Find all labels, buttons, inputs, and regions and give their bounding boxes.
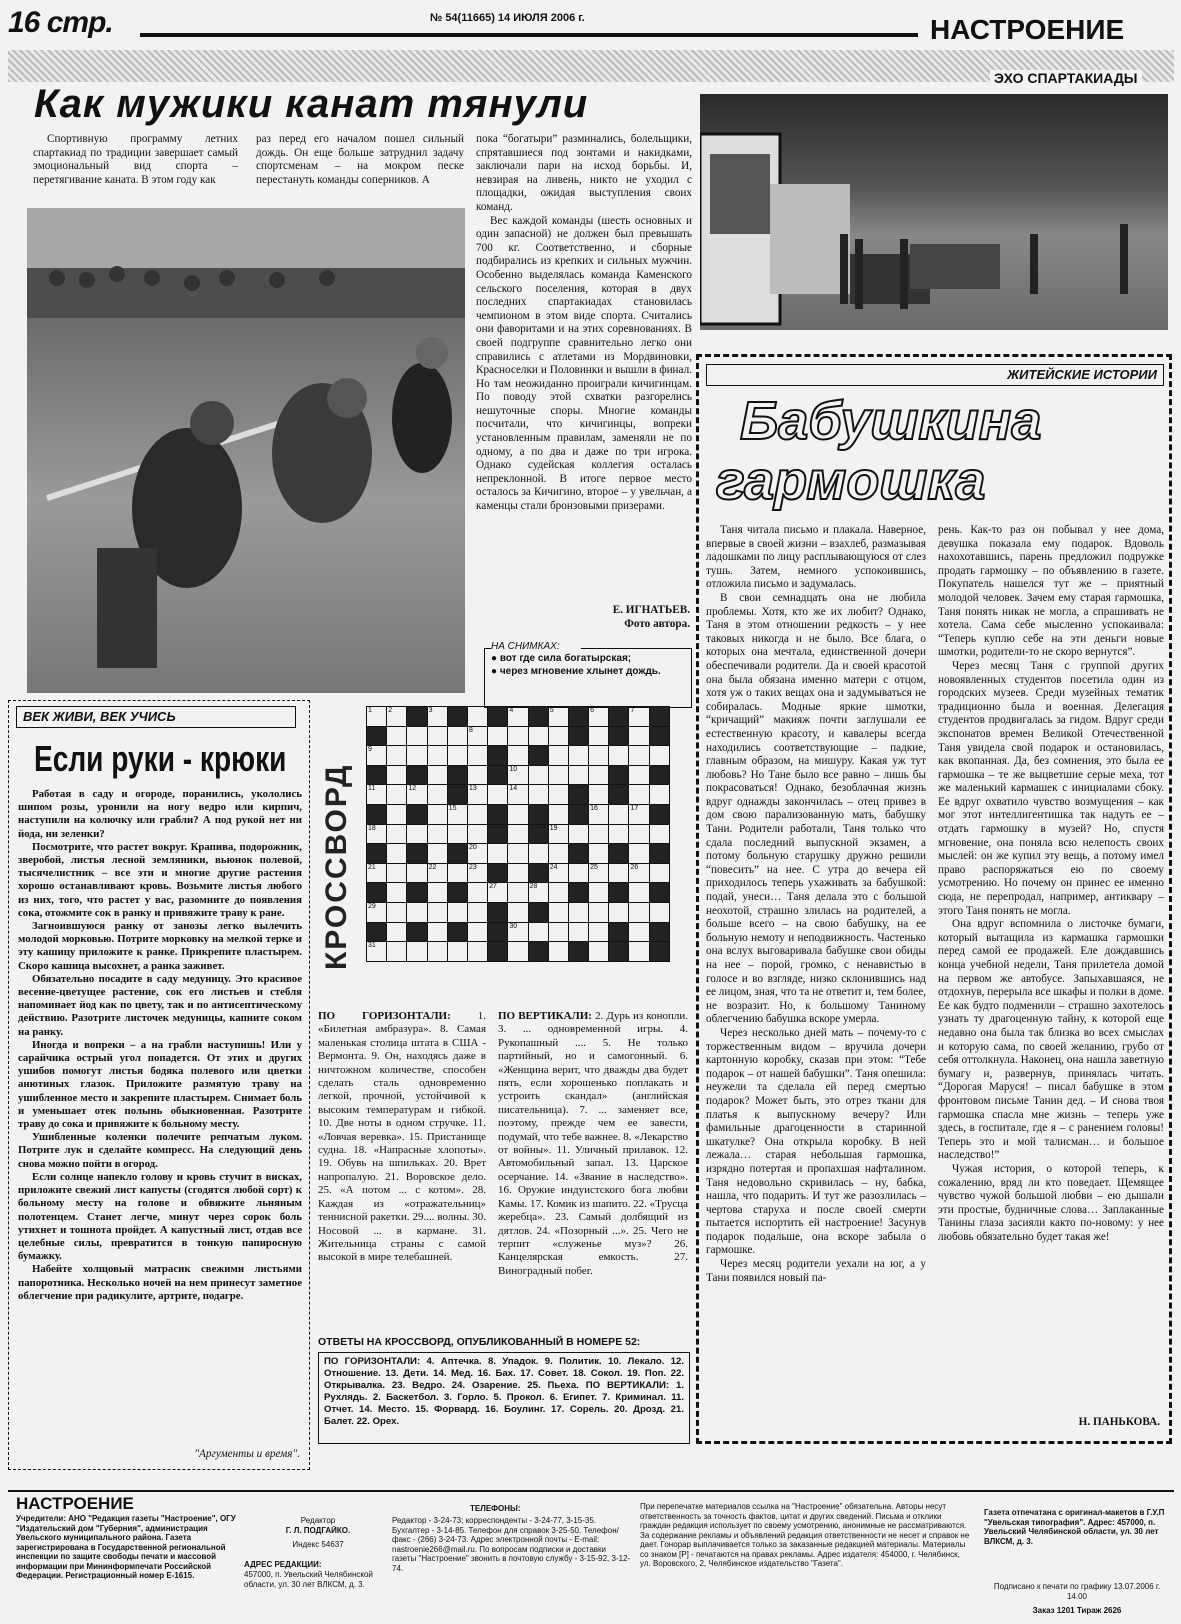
- article1-author-note: Фото автора.: [624, 618, 690, 630]
- cell-black: [528, 942, 548, 962]
- cell[interactable]: [427, 765, 447, 785]
- cell[interactable]: [629, 785, 649, 805]
- cell-black: [528, 824, 548, 844]
- cell[interactable]: [427, 785, 447, 805]
- cell[interactable]: [589, 844, 609, 864]
- cell-black: [488, 922, 508, 942]
- cell[interactable]: [467, 902, 487, 922]
- cell[interactable]: [568, 902, 588, 922]
- footer-index: Индекс 54637: [292, 1540, 344, 1549]
- article3-rubric: ЖИТЕЙСКИЕ ИСТОРИИ: [706, 364, 1164, 386]
- cell-black: [568, 707, 588, 727]
- cell-black: [447, 765, 467, 785]
- cell[interactable]: [467, 942, 487, 962]
- cell-black: [367, 883, 387, 903]
- cell[interactable]: [447, 863, 467, 883]
- cell-black: [528, 863, 548, 883]
- cell[interactable]: [407, 824, 427, 844]
- cell[interactable]: [629, 902, 649, 922]
- cell[interactable]: [589, 824, 609, 844]
- cell-black: [568, 785, 588, 805]
- cell[interactable]: [548, 902, 568, 922]
- caption-item: ● вот где сила богатырская;: [491, 653, 632, 664]
- cell[interactable]: [548, 765, 568, 785]
- cell[interactable]: [467, 765, 487, 785]
- cell[interactable]: 10: [508, 765, 528, 785]
- cell-black: [609, 922, 629, 942]
- article2-rubric: ВЕК ЖИВИ, ВЕК УЧИСЬ: [16, 706, 296, 728]
- footer-logo: НАСТРОЕНИЕ: [16, 1494, 134, 1513]
- cell-black: [488, 863, 508, 883]
- cell[interactable]: [589, 785, 609, 805]
- cell[interactable]: [508, 863, 528, 883]
- cell-black: [609, 707, 629, 727]
- header-rule: [140, 33, 918, 37]
- cell[interactable]: 13: [467, 785, 487, 805]
- cell[interactable]: [508, 824, 528, 844]
- cell[interactable]: [609, 902, 629, 922]
- cell[interactable]: [488, 726, 508, 746]
- crossword-label: КРОССВОРД: [320, 763, 353, 970]
- cell[interactable]: [427, 746, 447, 766]
- cell[interactable]: [589, 902, 609, 922]
- cell[interactable]: [447, 824, 467, 844]
- cell[interactable]: [649, 746, 669, 766]
- cell[interactable]: 26: [629, 863, 649, 883]
- cell[interactable]: 23: [467, 863, 487, 883]
- cell[interactable]: [629, 883, 649, 903]
- cell[interactable]: 6: [589, 707, 609, 727]
- clues-right: ПО ВЕРТИКАЛИ: 2. Дурь из конопли. 3. ... одновременной игры. 4. Рукопашный .... 5. Не только партийный, но и самогонный. 6. «Женщина верит, что дважды два будет пять, если хорошенько поплакать и устроить скандал» (английская писательница). 7. ... заменяет все, поэтому, прежде чем ее завести, подумай, что тебе важнее. 8. «Лекарство от войны». 11. Уличный прилавок. 12. Автомобильный запал. 13. Царское осерчание. 14. «Звание в наследство». 16. Оружие индуистского бога любви Камы. 17. Комик из шапито. 22. «Трусца жеребца». 23. Самый долбящий из дятлов. 24. «Позорный ...». 25. Чего не терпит «служенье муз»? 26. Канцелярская емкость. 27. Виноградный побег.: [498, 1010, 688, 1277]
- cell[interactable]: 31: [367, 942, 387, 962]
- cell[interactable]: 3: [427, 707, 447, 727]
- issue-info: № 54(11665) 14 ИЮЛЯ 2006 г.: [430, 12, 585, 24]
- cell[interactable]: 2: [387, 707, 407, 727]
- cell-black: [447, 707, 467, 727]
- footer-rule: [8, 1490, 1174, 1492]
- article1-col2: раз перед его началом пошел сильный дождь. Он еще больше затруднил задачу спортсменам – на мокром песке перестануть команды соперников. А: [256, 133, 464, 186]
- footer-editor: Г. Л. ПОДГАЙКО.: [285, 1526, 351, 1535]
- cell[interactable]: [589, 883, 609, 903]
- cell-black: [488, 765, 508, 785]
- footer-order: Заказ 1201 Тираж 2626: [1032, 1606, 1122, 1615]
- cell-black: [488, 746, 508, 766]
- cell[interactable]: [447, 942, 467, 962]
- cell[interactable]: [589, 765, 609, 785]
- cell[interactable]: 29: [367, 902, 387, 922]
- cell-black: [528, 804, 548, 824]
- cell[interactable]: 21: [367, 863, 387, 883]
- cell-black: [649, 922, 669, 942]
- cell-black: [649, 844, 669, 864]
- cell-black: [367, 922, 387, 942]
- cell[interactable]: 19: [548, 824, 568, 844]
- cell[interactable]: [589, 726, 609, 746]
- cell-black: [609, 883, 629, 903]
- footer-founders: Учредители: АНО "Редакция газеты "Настроение", ОГУ "Издательский дом "Губерния", администрация Увельского муниципального района. Газета зарегистрирована в Государственной региональной инспекции по защите свободы печати и массовой информации при Мининформпечати Российской Федерации. Регистрационный номер Е-1615.: [16, 1514, 236, 1580]
- footer-print: Газета отпечатана с оригинал-макетов в Г.У.П "Увельская типография". Адрес: 457000, п. Увельский Челябинской области, ул. 30 лет ВЛКСМ, д. 3.: [984, 1508, 1165, 1546]
- cell-black: [609, 726, 629, 746]
- cell[interactable]: [387, 922, 407, 942]
- cell-black: [407, 804, 427, 824]
- footer-signed: Подписано к печати по графику 13.07.2006 г. 14.00: [993, 1582, 1161, 1601]
- cell[interactable]: [548, 844, 568, 864]
- cell[interactable]: [528, 726, 548, 746]
- cell[interactable]: [649, 863, 669, 883]
- article3-title-line2: гармошка: [716, 451, 986, 511]
- caption-item: ● через мгновение хлынет дождь.: [491, 666, 661, 677]
- cell-black: [649, 707, 669, 727]
- article2-source: "Аргументы и время".: [194, 1448, 300, 1460]
- footer-editor-label: Редактор: [300, 1516, 336, 1525]
- cell[interactable]: 9: [367, 746, 387, 766]
- cell-black: [609, 785, 629, 805]
- cell[interactable]: [407, 863, 427, 883]
- cell[interactable]: [508, 844, 528, 864]
- cell[interactable]: [427, 942, 447, 962]
- cell-black: [407, 844, 427, 864]
- cell[interactable]: [467, 824, 487, 844]
- cell[interactable]: [407, 726, 427, 746]
- cell[interactable]: 11: [367, 785, 387, 805]
- cell-black: [488, 707, 508, 727]
- cell[interactable]: [629, 746, 649, 766]
- cell[interactable]: [629, 765, 649, 785]
- cell[interactable]: [548, 785, 568, 805]
- rubric-echo: ЭХО СПАРТАКИАДЫ: [990, 70, 1142, 86]
- cell-black: [568, 726, 588, 746]
- cell-black: [488, 942, 508, 962]
- cell[interactable]: [387, 942, 407, 962]
- cell[interactable]: [609, 863, 629, 883]
- photo-rain: [700, 94, 1168, 330]
- cell[interactable]: [427, 883, 447, 903]
- cell[interactable]: [589, 922, 609, 942]
- cell[interactable]: 17: [629, 804, 649, 824]
- article1-col1: Спортивную программу летних спартакиад по традиции завершает самый эмоциональный вид спорта – перетягивание каната. В этом году как: [33, 133, 238, 186]
- cell-black: [609, 942, 629, 962]
- cell[interactable]: [387, 726, 407, 746]
- cell-black: [488, 804, 508, 824]
- cell-black: [407, 765, 427, 785]
- cell[interactable]: 27: [488, 883, 508, 903]
- cell[interactable]: [629, 942, 649, 962]
- cell[interactable]: [629, 844, 649, 864]
- article2-body: Работая в саду и огороде, поранились, укололись шипом розы, уронили на ногу ведро или кирпич, наступили на колючку или грабли? А под рукой нет ни йода, ни зеленки? Посмотрите, что растет вокруг. Крапива, подорожник, зверобой, листья лесной земляники, вьюнок полевой, тысячелистник – все эти и многие другие растения хорошо останавливают кровь. Возьмите листья любого из них, того, что растет у вас, разомните до появления сока, отожмите сок в ранку и привяжите траву к ране. Загноившуюся ранку от занозы легко вылечить молодой морковью. Потрите морковку на мелкой терке и эту кашицу приложите к ранке. Прикрепите пластырем. Скоро кашица высохнет, а ранка заживет. Обязательно посадите в саду медуницу. Это красивое весенне-цветущее растение, сок его листьев и стебля напоминает йод как по цвету, так и по антисептическому действию. Разотрите листочек медуницы, капните соком на ранку. Иногда и вопреки – а на грабли наступишь! Или у сарайчика острый угол попадется. От этих и других ушибов помогут листья бодяка полевого или цветки анютиных глазок. Приложите размятую траву на ушибленное место и закрепите пластырем. Снимает боль и уменьшает отек полынь обыкновенная. Разотрите траву до сока и привяжите к больному месту. Ушибленные коленки полечите репчатым луком. Потрите лук и сделайте компресс. На следующий день снова можно пойти в огород. Если солнце напекло голову и кровь стучит в висках, приложите свежий лист капусты (сгодятся любой сорт) к больному месту на голове и обвяжите льняным полотенцем. Станет легче, минут через сорок боль утихнет и тошнота пройдет. А капустный лист, отдав все целебные силы, превратится в тонкую папиросную бумажку. Набейте холщовый матрасик свежими листьями папоротника. Несколько ночей на нем принесут заметное облегчение при радикулите, артрите, подагре.: [18, 788, 302, 1302]
- cell-black: [649, 942, 669, 962]
- cell-black: [367, 844, 387, 864]
- cell[interactable]: [568, 824, 588, 844]
- cell-black: [488, 824, 508, 844]
- cell[interactable]: 22: [427, 863, 447, 883]
- cell[interactable]: [467, 707, 487, 727]
- article2-title: Если руки - крюки: [34, 738, 287, 779]
- captions-box: НА СНИМКАХ: ● вот где сила богатырская; ● через мгновение хлынет дождь.: [484, 648, 692, 708]
- cell[interactable]: 28: [528, 883, 548, 903]
- cell-black: [568, 883, 588, 903]
- crossword-grid[interactable]: [366, 706, 670, 962]
- cell[interactable]: [427, 902, 447, 922]
- cell[interactable]: [427, 922, 447, 942]
- cell[interactable]: 12: [407, 785, 427, 805]
- cell[interactable]: [548, 883, 568, 903]
- cell[interactable]: [427, 804, 447, 824]
- cell[interactable]: [528, 765, 548, 785]
- cell[interactable]: [387, 883, 407, 903]
- cell[interactable]: [589, 942, 609, 962]
- cell-black: [528, 902, 548, 922]
- footer-addr: 457000, п. Увельский Челябинской области, ул. 30 лет ВЛКСМ, д. 3.: [244, 1570, 373, 1589]
- cell[interactable]: [508, 726, 528, 746]
- answers-title: ОТВЕТЫ НА КРОССВОРД, ОПУБЛИКОВАННЫЙ В НОМЕРЕ 52:: [318, 1336, 641, 1348]
- cell[interactable]: 16: [589, 804, 609, 824]
- article-title: Как мужики канат тянули: [34, 82, 589, 126]
- cell-black: [609, 844, 629, 864]
- cell[interactable]: [407, 902, 427, 922]
- cell[interactable]: [387, 765, 407, 785]
- cell[interactable]: [568, 922, 588, 942]
- cell-black: [447, 922, 467, 942]
- cell[interactable]: [387, 785, 407, 805]
- cell[interactable]: 14: [508, 785, 528, 805]
- cell[interactable]: [387, 844, 407, 864]
- cell[interactable]: [387, 804, 407, 824]
- cell-black: [609, 765, 629, 785]
- photo-tug-of-war: [27, 208, 465, 693]
- cell-black: [367, 765, 387, 785]
- cell[interactable]: [488, 785, 508, 805]
- cell[interactable]: [387, 902, 407, 922]
- article3-col2: рень. Как-то раз он побывал у нее дома, девушка показала ему подарок. Вдоволь нахохотавшись, парень предложил подружке продать гармошку – по объявлению в газете. Покупатель нашелся тут же – приятный молодой человек. Зачем ему старая гармошка, Таня понять никак не могла, а спрашивать не хотела. Сама себе мысленно успокаивала: “Теперь куплю себе на эти деньги новые шмотки, родители-то не скоро вернутся”. Через месяц Таня с группой других новоявленных студентов посетила один из городских музеев. Среди музейных тематик традиционно была и военная. Делегация студентов продвигалась за гидом. Вдруг среди экспонатов времен Великой Отечественной Таня увидела свой подарок и остановилась, как вкопанная. Да, без сомнения, это была ее гармошка – те же выцветшие серые меха, тот же маленький кармашек с инициалами сбоку. Ее вдруг охватило чувство возмущения – как мог этот интеллигентишка так надуть ее – отдать гармошку в музей? Но, спустя мгновение, она поняла всю нелепость своих мыслей: он же купил эту вещь, а потому имел право распоряжаться ею по своему усмотрению. Но почему он принес ее именно сюда, не перепродал, например, антиквару – этого Таня понять не могла. Она вдруг вспомнила о листочке бумаги, который вытащила из кармашка гармошки перед самой ее продажей. Еле дождавшись конца учебной недели, Таня прилетела домой на первом же автобусе. Запыхавшаяся, не отдохнув, перерыла все шкафы и полки в доме. Ее как будто подменили – страшно захотелось узнать ту драгоценную тайну, к которой еще недавно она была так близка во всех смыслах и которую сама, по своей желанию, грубо от себя оттолкнула. Наконец, она нашла заветную бумагу и, развернув, принялась читать. “Дорогая Маруся! – писал бабушке в этом фронтовом письме Танин дед. – И снова твоя гармошка спасла мне жизнь – теперь уже здесь, в госпитале, где я – с ранением головы! Теперь это и мой талисман… и большое наследство!” Чужая история, о которой теперь, к сожалению, вряд ли кто поведает. Щемящее чувство чужой большой любви – ею дышали эти простые, будничные слова… Заплаканные Танины глаза засияли както по-новому: у нее любовь обязательно будет такая же!: [938, 524, 1164, 1243]
- cell-black: [367, 804, 387, 824]
- cell[interactable]: 24: [548, 863, 568, 883]
- cell[interactable]: [568, 863, 588, 883]
- cell[interactable]: [407, 942, 427, 962]
- cell[interactable]: 20: [467, 844, 487, 864]
- cell-black: [447, 785, 467, 805]
- cell-black: [528, 707, 548, 727]
- clues-left: ПО ГОРИЗОНТАЛИ: 1. «Билетная амбразура». 8. Самая маленькая столица штата в США - Вермонта. 9. Он, находясь даже в ничтожном количестве, способен сделать сталь одновременно легкой, прочной, устойчивой к высоким температурам и гибкой. 10. Две ноты в одном стручке. 11. «Ловчая веревка». 15. Пристанище судна. 18. «Напрасные хлопоты». 19. Обувь на шпильках. 20. Врет напропалую. 21. Воровское дело. 25. «А потом ... с котом». 28. Каждая из «отражательниц» теннисной ракетки. 29.... волны. 30. Носовой ... в кармане. 31. Жительница страны с самой высокой в мире телебашней.: [318, 1010, 486, 1264]
- cell[interactable]: [447, 746, 467, 766]
- cell-black: [367, 726, 387, 746]
- crossword-table[interactable]: [366, 706, 670, 962]
- cell[interactable]: [528, 922, 548, 942]
- cell[interactable]: 18: [367, 824, 387, 844]
- footer-phones: Редактор - 3-24-73; корреспонденты - 3-24-77, 3-15-35. Бухгалтер - 3-14-85. Телефон для справок 3-25-50. Телефон/факс - (266) 3-24-73. Адрес электронной почты - E-mail: nastroenie266@mail.ru. По вопросам подписки и доставки газеты "Настроение" звонить в почтовую службу - 3-15-92, 3-12-74.: [392, 1516, 631, 1573]
- cell[interactable]: [649, 902, 669, 922]
- cell[interactable]: [568, 746, 588, 766]
- cell[interactable]: 5: [548, 707, 568, 727]
- cell[interactable]: [427, 844, 447, 864]
- cell[interactable]: [488, 844, 508, 864]
- answers-box: ПО ГОРИЗОНТАЛИ: 4. Аптечка. 8. Упадок. 9. Политик. 10. Лекало. 12. Отношение. 13. Дети. 14. Мед. 16. Бах. 17. Совет. 18. Сокол. 19. Поп. 22. Открывалка. 23. Ведро. 24. Озарение. 25. Пьеха. ПО ВЕРТИКАЛИ: 1. Рухлядь. 2. Баскетбол. 3. Горло. 5. Прокол. 6. Египет. 7. Криминал. 11. Отчет. 14. Место. 15. Форвард. 16. Боулинг. 17. Сорель. 20. Дрозд. 21. Балет. 22. Орех.: [318, 1352, 690, 1444]
- cell-black: [447, 883, 467, 903]
- footer-phones-label: ТЕЛЕФОНЫ:: [470, 1504, 521, 1513]
- cell[interactable]: [568, 765, 588, 785]
- cell[interactable]: [467, 746, 487, 766]
- cell[interactable]: [649, 824, 669, 844]
- cell-black: [407, 707, 427, 727]
- cell[interactable]: 30: [508, 922, 528, 942]
- cell-black: [407, 922, 427, 942]
- cell[interactable]: [467, 922, 487, 942]
- cell[interactable]: 4: [508, 707, 528, 727]
- cell-black: [649, 883, 669, 903]
- cell[interactable]: [609, 804, 629, 824]
- cell-black: [447, 844, 467, 864]
- footer-addr-label: АДРЕС РЕДАКЦИИ:: [244, 1560, 322, 1569]
- cell[interactable]: [589, 746, 609, 766]
- cell[interactable]: [467, 804, 487, 824]
- cell[interactable]: [548, 746, 568, 766]
- section-name: НАСТРОЕНИЕ: [930, 14, 1125, 45]
- cell[interactable]: [629, 824, 649, 844]
- article3-col1: Таня читала письмо и плакала. Наверное, впервые в своей жизни – взахлеб, размазывая ладошками по лицу расплывающуюся от слез тушь. Затем, немного успокоившись, отложила письмо и задумалась. В свои семнадцать она не любила проблемы. Хотя, кто же их любит? Однако, Таня в этом отношении редкость – у нее таковых никогда и не было. Все блага, о которых она мечтала, единственной дочери обеспечивали родители. Да и своей красотой она была обязана именно матери с отцом, хотя уж о таких вещах она и задумываться не собиралась. Модные яркие шмотки, “кричащий” макияж почти заглушали ее естественную красоту, и кавалеры всегда находились соответствующие – падкие, главным образом, на мишуру. Какая уж тут любовь? Но Тане было все равно – лишь бы покрасоваться! Однако, безоблачная жизнь вдруг однажды закончилась – отец привез в дом свою парализованную мать, бабушку Тани. Родители работали, Таня только что сдала последний выпускной экзамен, а потому больную старушку дружно решили “повесить” на нее. С утра до вечера ей приходилось теперь ухаживать за бабушкой: подай, унеси… Таня делала это с большой неохотой, страшно злилась на родителей, а больше всего – на свою бабушку, на ее больную немоту и неподвижность. Частенько она вслух выговаривала бабушке свои обиды на нее – порой, громко, с ненавистью в голосе и во взгляде, низко склонившись над ее лицом, зная, что та не ответит и, тем более, не возразит. Но, к большому Таниному облегчению бабушка вскоре умерла. Через несколько дней мать – почему-то с торжественным видом – вручила дочери картонную коробку, сказав при этом: “Тебе подарок – от нашей бабушки”. Таня опешила: неужели та сделала ей перед смертью подарок? Может быть, это отрез ткани для платья к выпускному вечеру? Или фамильные драгоценности в старинной шкатулке? Она открыла коробку. В ней лежала… старая небольшая гармошка, изрядно потертая и пропахшая нафталином. Таня недовольно скривилась – ну, бабка, нашла, что подарить. И тут же разозлилась – чертова старуха и после своей смерти пытается испортить ей настроение! Засунув подарок подальше, она вскоре забыла о гармошке. Через месяц родители уехали на юг, а у Тани появился новый па-: [706, 524, 926, 1284]
- cell[interactable]: [629, 922, 649, 942]
- cell[interactable]: [649, 785, 669, 805]
- cell[interactable]: [387, 746, 407, 766]
- article3-author: Н. ПАНЬКОВА.: [1078, 1416, 1160, 1428]
- cell[interactable]: [508, 902, 528, 922]
- cell[interactable]: [609, 824, 629, 844]
- cell[interactable]: [447, 902, 467, 922]
- cell[interactable]: [467, 883, 487, 903]
- cell[interactable]: [508, 746, 528, 766]
- cell[interactable]: [387, 863, 407, 883]
- cell[interactable]: [427, 726, 447, 746]
- footer-rules: При перепечатке материалов ссылка на "Настроение" обязательна. Авторы несут ответственность за точность фактов, цитат и других сведений. Письма и отклики граждан редакция использует по своему усмотрению, анонимные не рассматриваются. За содержание рекламы и объявлений редакция ответственности не несет и справок не дает. Гонорар выплачивается только за заказанные редакцией материалы. Материалы со знаком [Р] - печатаются на правах рекламы. Адрес издателя: 454000, г. Челябинск, ул. Воровского, 2, Челябинское издательство "Газета".: [640, 1502, 970, 1568]
- cell[interactable]: [528, 785, 548, 805]
- cell-black: [528, 746, 548, 766]
- cell[interactable]: [609, 746, 629, 766]
- cell[interactable]: [629, 726, 649, 746]
- cell[interactable]: [508, 804, 528, 824]
- cell[interactable]: 7: [629, 707, 649, 727]
- cell[interactable]: [427, 824, 447, 844]
- article1-col3: пока “богатыри” разминались, болельщики, спрятавшиеся под зонтами и накидками, заключали пари на исход борьбы. И, невзирая на ливень, никто не уходил с площадки, ожидая выступления своих команд. Вес каждой команды (шесть основных и один запасной) не должен был превышать 700 кг. Соответственно, и сборные подбирались из крепких и сильных мужчин. Особенно выделялась команда Каменского сельского поселения, которая в двух последних спартакиадах становилась чемпионом в этом виде спорта. Считались они фаворитами и на этих соревнованиях. В своей подгруппе сравнительно легко они справились с атлетами из Мордвиновки, Красноселки и Половинки и вышли в финал. Но там неожиданно проиграли кичигинцам. По поводу этой схватки разгорелись нешуточные споры. Многие команды посчитали, что кичигинцы, вопреки установленным правилам, заменяли не по одному, а по два и даже по три игрока. Однако судейская коллегия осталась непреклонной. В итоге первое место осталось за Кичигино, второе – у увельчан, а каменцы стали бронзовыми призерами.: [476, 133, 692, 513]
- cell[interactable]: [548, 942, 568, 962]
- cell-black: [488, 902, 508, 922]
- cell[interactable]: [387, 824, 407, 844]
- cell-black: [649, 804, 669, 824]
- cell-black: [407, 883, 427, 903]
- cell[interactable]: [407, 746, 427, 766]
- cell-black: [649, 765, 669, 785]
- cell[interactable]: [548, 922, 568, 942]
- cell[interactable]: 1: [367, 707, 387, 727]
- page-number: 16 стр.: [8, 6, 113, 39]
- cell-black: [649, 726, 669, 746]
- cell[interactable]: [508, 883, 528, 903]
- cell-black: [568, 804, 588, 824]
- cell[interactable]: [548, 726, 568, 746]
- cell[interactable]: [528, 844, 548, 864]
- cell-black: [568, 844, 588, 864]
- article3-title-line1: Бабушкина: [740, 391, 1042, 451]
- cell[interactable]: [447, 726, 467, 746]
- cell[interactable]: 25: [589, 863, 609, 883]
- cell[interactable]: 8: [467, 726, 487, 746]
- cell[interactable]: [508, 942, 528, 962]
- cell[interactable]: [548, 804, 568, 824]
- article1-author: Е. ИГНАТЬЕВ.: [612, 604, 690, 616]
- cell-black: [568, 942, 588, 962]
- cell[interactable]: 15: [447, 804, 467, 824]
